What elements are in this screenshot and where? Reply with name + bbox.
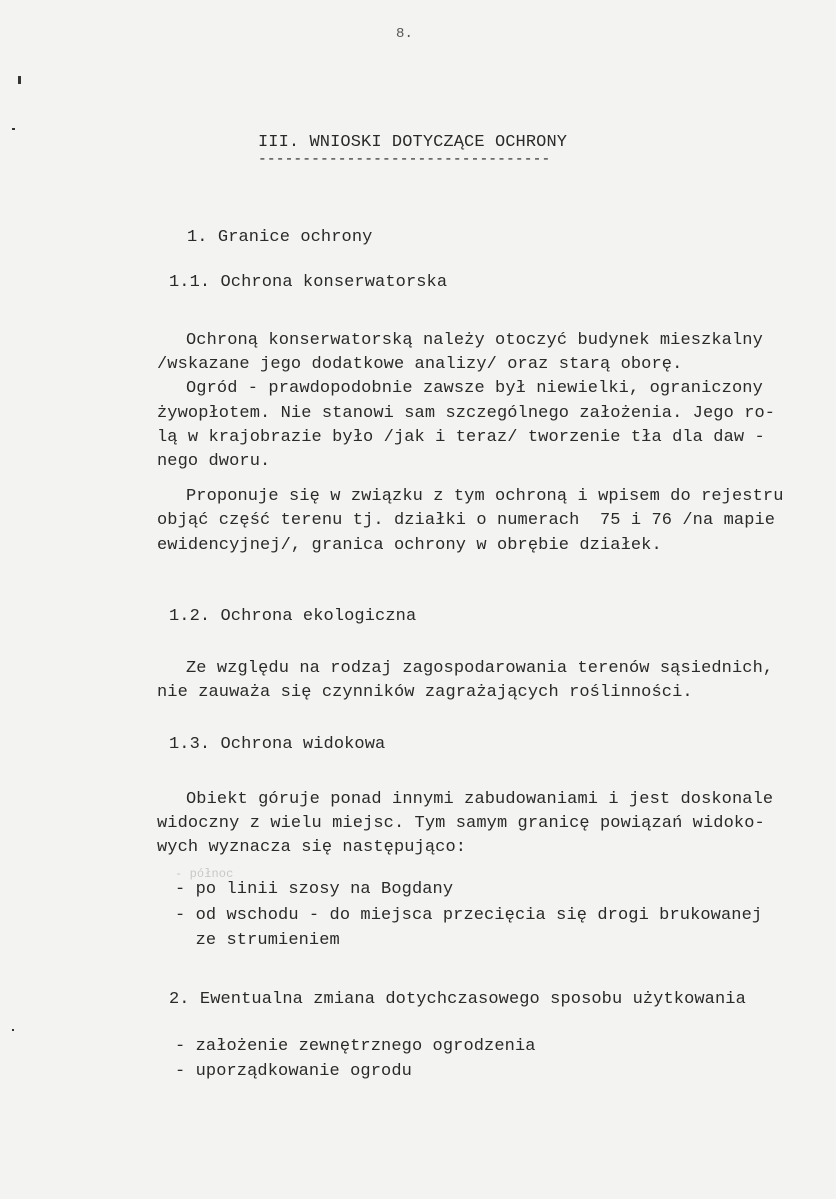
paragraph-line: widoczny z wielu miejsc. Tym samym granicę powiązań widoko- — [157, 814, 765, 833]
faint-erased-text: - północ — [175, 867, 234, 881]
margin-mark — [12, 128, 15, 130]
bullet-item: - od wschodu - do miejsca przecięcia się drogi brukowanej — [175, 906, 763, 925]
margin-mark — [12, 1029, 14, 1031]
bullet-item: ze strumieniem — [175, 931, 340, 950]
paragraph-line: Ogród - prawdopodobnie zawsze był niewielki, ograniczony — [186, 379, 763, 398]
section-heading: III. WNIOSKI DOTYCZĄCE OCHRONY — [258, 133, 568, 152]
section-1-title: 1. Granice ochrony — [187, 228, 373, 247]
heading-underline: --------------------------------- — [258, 152, 551, 168]
paragraph-line: nie zauważa się czynników zagrażających roślinności. — [157, 683, 693, 702]
subsection-1-2-title: 1.2. Ochrona ekologiczna — [169, 607, 417, 626]
paragraph-line: /wskazane jego dodatkowe analizy/ oraz starą oborę. — [157, 355, 683, 374]
subsection-1-3-title: 1.3. Ochrona widokowa — [169, 735, 386, 754]
bullet-item: - założenie zewnętrznego ogrodzenia — [175, 1037, 536, 1056]
paragraph-line: lą w krajobrazie było /jak i teraz/ tworzenie tła dla daw - — [157, 428, 765, 447]
margin-mark — [18, 76, 21, 84]
paragraph-line: ewidencyjnej/, granica ochrony w obrębie działek. — [157, 536, 662, 555]
paragraph-line: objąć część terenu tj. działki o numerach 75 i 76 /na mapie — [157, 511, 776, 530]
paragraph-line: Proponuje się w związku z tym ochroną i wpisem do rejestru — [186, 487, 784, 506]
paragraph-line: Obiekt góruje ponad innymi zabudowaniami i jest doskonale — [186, 790, 774, 809]
paragraph-line: wych wyznacza się następująco: — [157, 838, 467, 857]
bullet-item: - po linii szosy na Bogdany — [175, 880, 454, 899]
paragraph-line: Ze względu na rodzaj zagospodarowania terenów sąsiednich, — [186, 659, 774, 678]
paragraph-line: żywopłotem. Nie stanowi sam szczególnego założenia. Jego ro- — [157, 404, 776, 423]
paragraph-line: nego dworu. — [157, 452, 271, 471]
subsection-1-1-title: 1.1. Ochrona konserwatorska — [169, 273, 448, 292]
section-2-title: 2. Ewentualna zmiana dotychczasowego sposobu użytkowania — [169, 990, 746, 1009]
page-number: 8. — [396, 26, 414, 42]
bullet-item: - uporządkowanie ogrodu — [175, 1062, 412, 1081]
paragraph-line: Ochroną konserwatorską należy otoczyć budynek mieszkalny — [186, 331, 763, 350]
